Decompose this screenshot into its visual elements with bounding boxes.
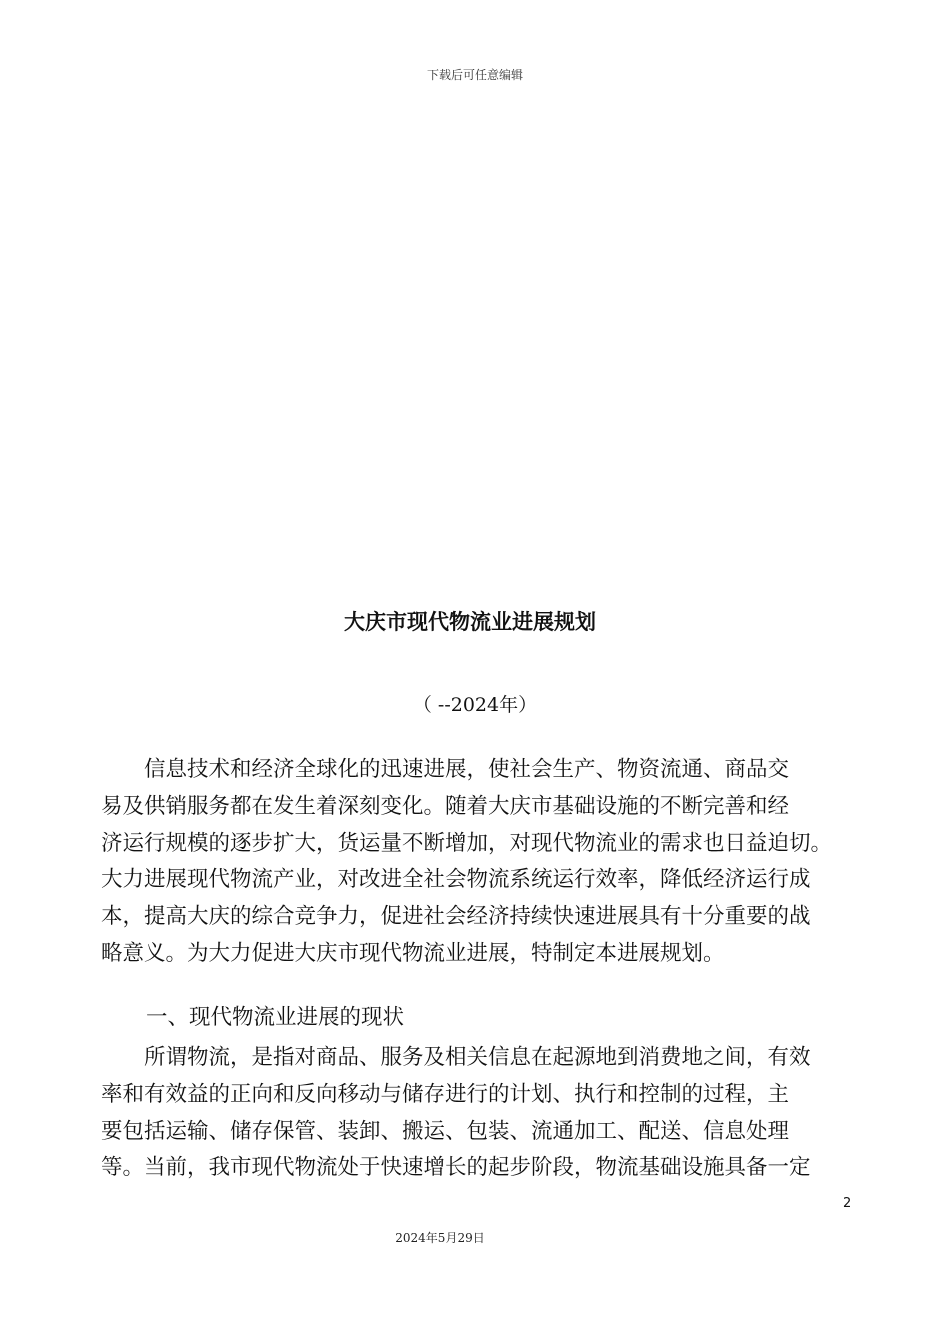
paragraph-line: 略意义。为大力促进大庆市现代物流业进展，特制定本进展规划。 [101, 940, 725, 966]
paragraph-line: 济运行规模的逐步扩大，货运量不断增加，对现代物流业的需求也日益迫切。 [101, 830, 833, 856]
paragraph-line: 率和有效益的正向和反向移动与储存进行的计划、执行和控制的过程，主 [101, 1081, 790, 1107]
paragraph-line: 所谓物流，是指对商品、服务及相关信息在起源地到消费地之间，有效 [101, 1045, 811, 1070]
paragraph-line: 信息技术和经济全球化的迅速进展，使社会生产、物资流通、商品交 [101, 757, 790, 782]
paragraph-line: 本，提高大庆的综合竞争力，促进社会经济持续快速进展具有十分重要的战 [101, 904, 811, 930]
page-number: 2 [843, 1196, 852, 1211]
section-heading: 一、现代物流业进展的现状 [146, 1005, 405, 1030]
paragraph-line: 等。当前，我市现代物流处于快速增长的起步阶段，物流基础设施具备一定 [101, 1155, 811, 1181]
page-footer-date: 2024年5月29日 [395, 1231, 485, 1245]
paragraph-line: 大力进展现代物流产业，对改进全社会物流系统运行效率，降低经济运行成 [101, 867, 811, 893]
paragraph-line: 易及供销服务都在发生着深刻变化。随着大庆市基础设施的不断完善和经 [101, 793, 790, 819]
page-header: 下载后可任意编辑 [426, 68, 523, 82]
paragraph-intro [101, 752, 861, 973]
paragraph-line: 要包括运输、储存保管、装卸、搬运、包装、流通加工、配送、信息处理 [101, 1118, 790, 1144]
document-subtitle: （ --2024年） [412, 694, 538, 716]
document-title: 大庆市现代物流业进展规划 [344, 610, 596, 634]
paragraph-logistics [101, 1040, 861, 1187]
